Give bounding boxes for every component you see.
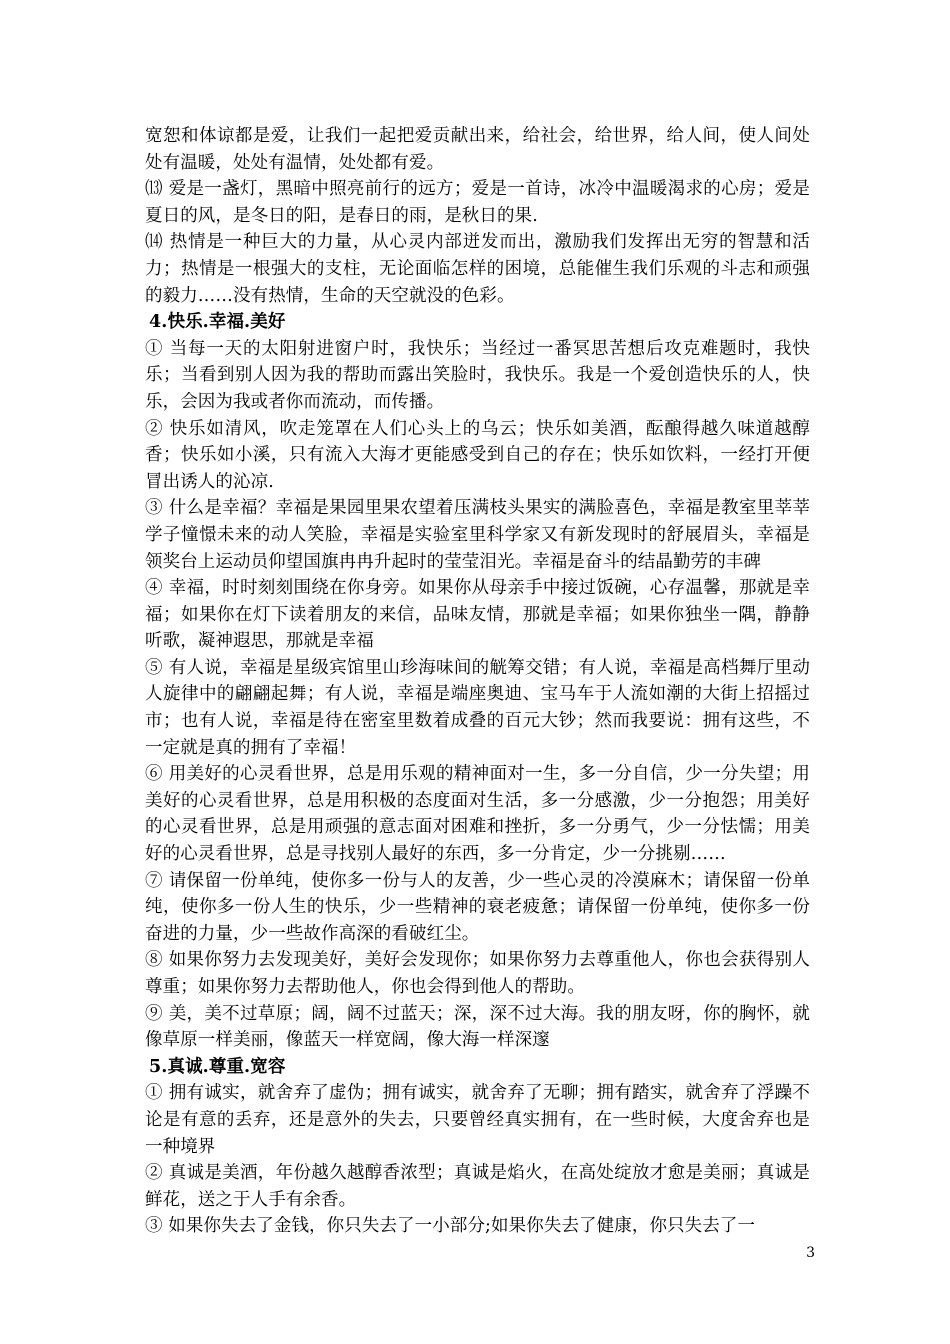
- paragraph: ③ 如果你失去了金钱，你只失去了一小部分;如果你失去了健康，你只失去了一: [145, 1216, 756, 1237]
- paragraph: ② 快乐如清风，吹走笼罩在人们心头上的乌云；快乐如美酒，酝酿得越久味道越醇香；快乐如小溪，只有流入大海才更能感受到自己的存在；快乐如饮料，一经打开便冒出诱人的沁凉.: [145, 418, 810, 492]
- paragraph: ⒁ 热情是一种巨大的力量，从心灵内部迸发而出，激励我们发挥出无穷的智慧和活力；热情是一根强大的支柱，无论面临怎样的困境，总能催生我们乐观的斗志和顽强的毅力……没有热情，生命的天空就没的色彩。: [145, 232, 810, 306]
- section-heading: 4.快乐.幸福.美好: [149, 312, 286, 333]
- paragraph: ⑦ 请保留一份单纯，使你多一份与人的友善，少一些心灵的冷漠麻木；请保留一份单纯，使你多一份人生的快乐，少一些精神的衰老疲惫；请保留一份单纯，使你多一份奋进的力量，少一些故作高深的看破红尘。: [145, 870, 810, 944]
- paragraph: 宽恕和体谅都是爱，让我们一起把爱贡献出来，给社会，给世界，给人间，使人间处处有温暖，处处有温情，处处都有爱。: [145, 126, 810, 173]
- page-number: 3: [806, 1245, 815, 1261]
- paragraph: ⑤ 有人说，幸福是星级宾馆里山珍海味间的觥筹交错；有人说，幸福是高档舞厅里动人旋律中的翩翩起舞；有人说，幸福是端座奥迪、宝马车于人流如潮的大街上招摇过市；也有人说，幸福是待在密室里数着成叠的百元大钞；然而我要说：拥有这些，不一定就是真的拥有了幸福！: [145, 657, 810, 758]
- paragraph: ⒀ 爱是一盏灯，黑暗中照亮前行的远方；爱是一首诗，冰冷中温暖渴求的心房；爱是夏日的风，是冬日的阳，是春日的雨，是秋日的果.: [145, 179, 810, 226]
- paragraph: ④ 幸福，时时刻刻围绕在你身旁。如果你从母亲手中接过饭碗，心存温馨，那就是幸福；如果你在灯下读着朋友的来信，品味友情，那就是幸福；如果你独坐一隅，静静听歌，凝神遐思，那就是幸福: [145, 578, 810, 652]
- paragraph: ① 拥有诚实，就舍弃了虚伪；拥有诚实，就舍弃了无聊；拥有踏实，就舍弃了浮躁不论是有意的丢弃，还是意外的失去，只要曾经真实拥有，在一些时候，大度舍弃也是一种境界: [145, 1083, 810, 1157]
- paragraph: ⑥ 用美好的心灵看世界，总是用乐观的精神面对一生，多一分自信，少一分失望；用美好的心灵看世界，总是用积极的态度面对生活，多一分感激，少一分抱怨；用美好的心灵看世界，总是用顽强的意志面对困难和挫折，多一分勇气，少一分怯懦；用美好的心灵看世界，总是寻找别人最好的东西，多一分肯定，少一分挑剔……: [145, 764, 810, 865]
- paragraph: ① 当每一天的太阳射进窗户时，我快乐；当经过一番冥思苦想后攻克难题时，我快乐；当看到别人因为我的帮助而露出笑脸时，我快乐。我是一个爱创造快乐的人，快乐，会因为我或者你而流动，而传播。: [145, 338, 810, 412]
- paragraph: ⑨ 美，美不过草原；阔，阔不过蓝天；深，深不过大海。我的朋友呀，你的胸怀，就像草原一样美丽，像蓝天一样宽阔，像大海一样深邃: [145, 1003, 810, 1051]
- paragraph: ③ 什么是幸福？幸福是果园里果农望着压满枝头果实的满脸喜色，幸福是教室里莘莘学子憧憬未来的动人笑脸，幸福是实验室里科学家又有新发现时的舒展眉头，幸福是领奖台上运动员仰望国旗冉冉升起时的莹莹泪光。幸福是奋斗的结晶勤劳的丰碑: [145, 498, 810, 572]
- paragraph: ⑧ 如果你努力去发现美好，美好会发现你；如果你努力去尊重他人，你也会获得别人尊重；如果你努力去帮助他人，你也会得到他人的帮助。: [145, 950, 810, 997]
- document-body: [145, 123, 810, 1240]
- section-heading: 5.真诚.尊重.宽容: [149, 1056, 286, 1077]
- paragraph: ② 真诚是美酒，年份越久越醇香浓型；真诚是焰火，在高处绽放才愈是美丽；真诚是鲜花，送之于人手有余香。: [145, 1163, 810, 1210]
